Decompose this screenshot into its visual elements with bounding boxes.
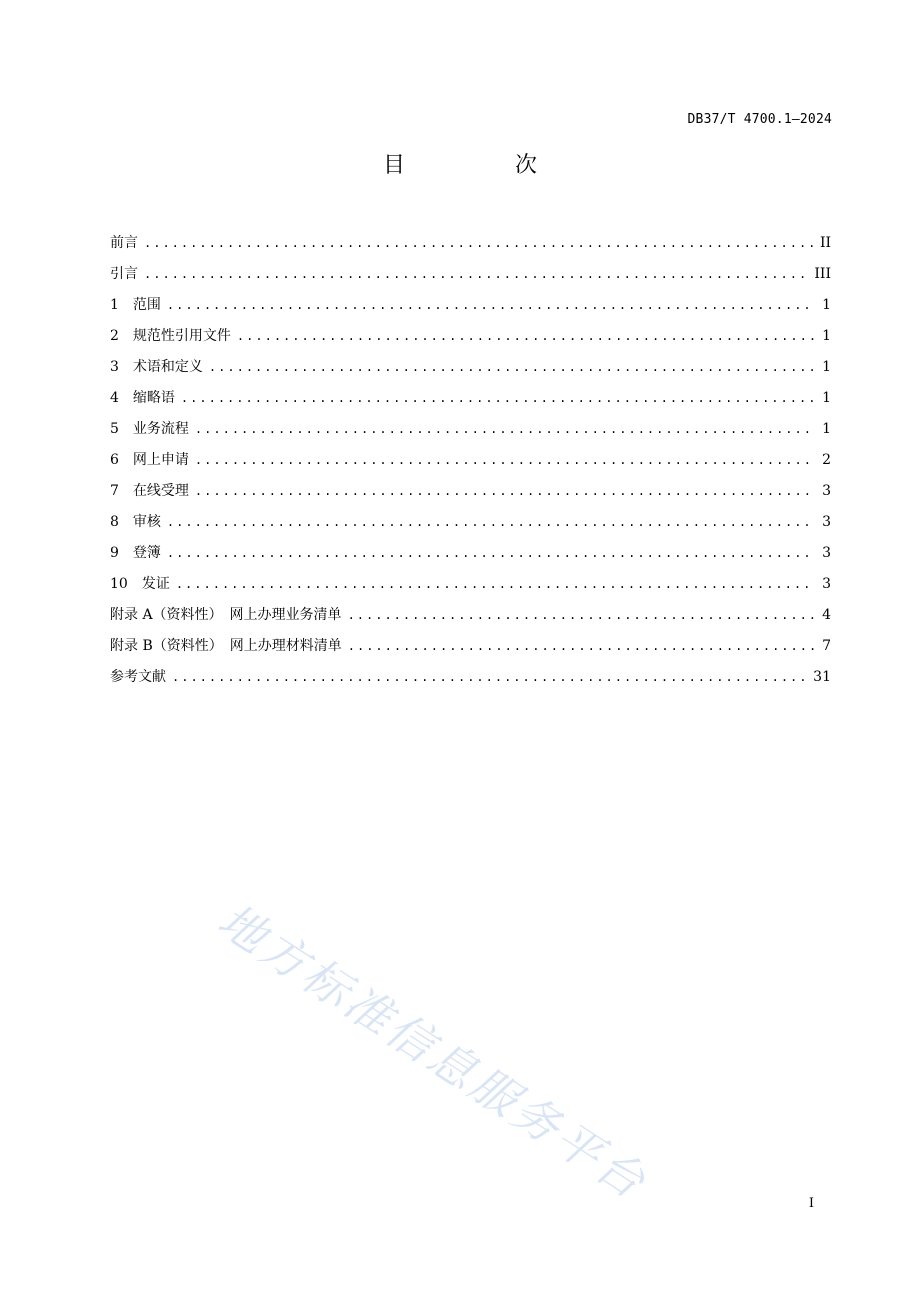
toc-leader-dots [195,453,815,467]
toc-leader-dots [167,515,815,529]
toc-leader-dots [144,236,814,250]
toc-entry-label: 6 网上申请 [110,452,189,468]
toc-entry-label: 前言 [110,235,138,251]
toc-entry-label: 7 在线受理 [110,483,189,499]
toc-entry[interactable] [110,511,831,542]
toc-entry[interactable] [110,418,831,449]
watermark: 地方标准信息服务平台 [208,892,658,1211]
toc-entry-page: 4 [822,607,831,623]
toc-entry-label: 5 业务流程 [110,421,189,437]
toc-entry-label: 2 规范性引用文件 [110,328,231,344]
toc-entry[interactable] [110,387,831,418]
toc-entry-page: II [819,235,831,251]
toc-leader-dots [176,577,815,591]
toc-leader-dots [181,391,815,405]
toc-entry-label: 8 审核 [110,514,161,530]
toc-entry-page: 1 [822,421,831,437]
toc-entry-page: 7 [822,638,831,654]
toc-leader-dots [195,422,815,436]
table-of-contents [110,232,831,697]
toc-leader-dots [209,360,815,374]
toc-entry-label: 4 缩略语 [110,390,175,406]
toc-leader-dots [167,298,815,312]
toc-entry-page: 3 [822,514,831,530]
toc-entry-page: 2 [822,452,831,468]
toc-title: 目 次 [382,153,581,178]
toc-entry-label: 3 术语和定义 [110,359,203,375]
standard-code: DB37/T 4700.1—2024 [687,112,832,127]
toc-leader-dots [172,670,807,684]
toc-entry[interactable] [110,480,831,511]
toc-leader-dots [237,329,815,343]
toc-entry[interactable] [110,232,831,263]
toc-entry[interactable] [110,635,831,666]
toc-entry[interactable] [110,356,831,387]
toc-entry[interactable] [110,542,831,573]
toc-leader-dots [348,639,815,653]
toc-entry-page: 1 [822,297,831,313]
toc-entry-label: 引言 [110,266,138,282]
toc-leader-dots [195,484,815,498]
toc-entry[interactable] [110,263,831,294]
toc-entry[interactable] [110,325,831,356]
toc-leader-dots [144,267,808,281]
toc-entry-label: 附录 A（资料性） 网上办理业务清单 [110,607,342,623]
toc-leader-dots [348,608,815,622]
page-number: I [808,1196,814,1211]
toc-entry-page: 31 [813,669,831,685]
toc-entry[interactable] [110,604,831,635]
toc-entry[interactable] [110,573,831,604]
toc-entry-label: 附录 B（资料性） 网上办理材料清单 [110,638,342,654]
toc-leader-dots [167,546,815,560]
toc-entry-label: 10 发证 [110,576,170,592]
toc-entry-page: 1 [822,359,831,375]
toc-entry[interactable] [110,449,831,480]
toc-entry-label: 参考文献 [110,669,166,685]
toc-entry-label: 1 范围 [110,297,161,313]
toc-entry-page: 1 [822,328,831,344]
toc-entry-page: 3 [822,576,831,592]
toc-entry-page: 3 [822,483,831,499]
toc-entry-page: 1 [822,390,831,406]
toc-entry[interactable] [110,294,831,325]
toc-entry-page: III [814,266,831,282]
toc-entry[interactable] [110,666,831,697]
toc-entry-label: 9 登簿 [110,545,161,561]
toc-entry-page: 3 [822,545,831,561]
